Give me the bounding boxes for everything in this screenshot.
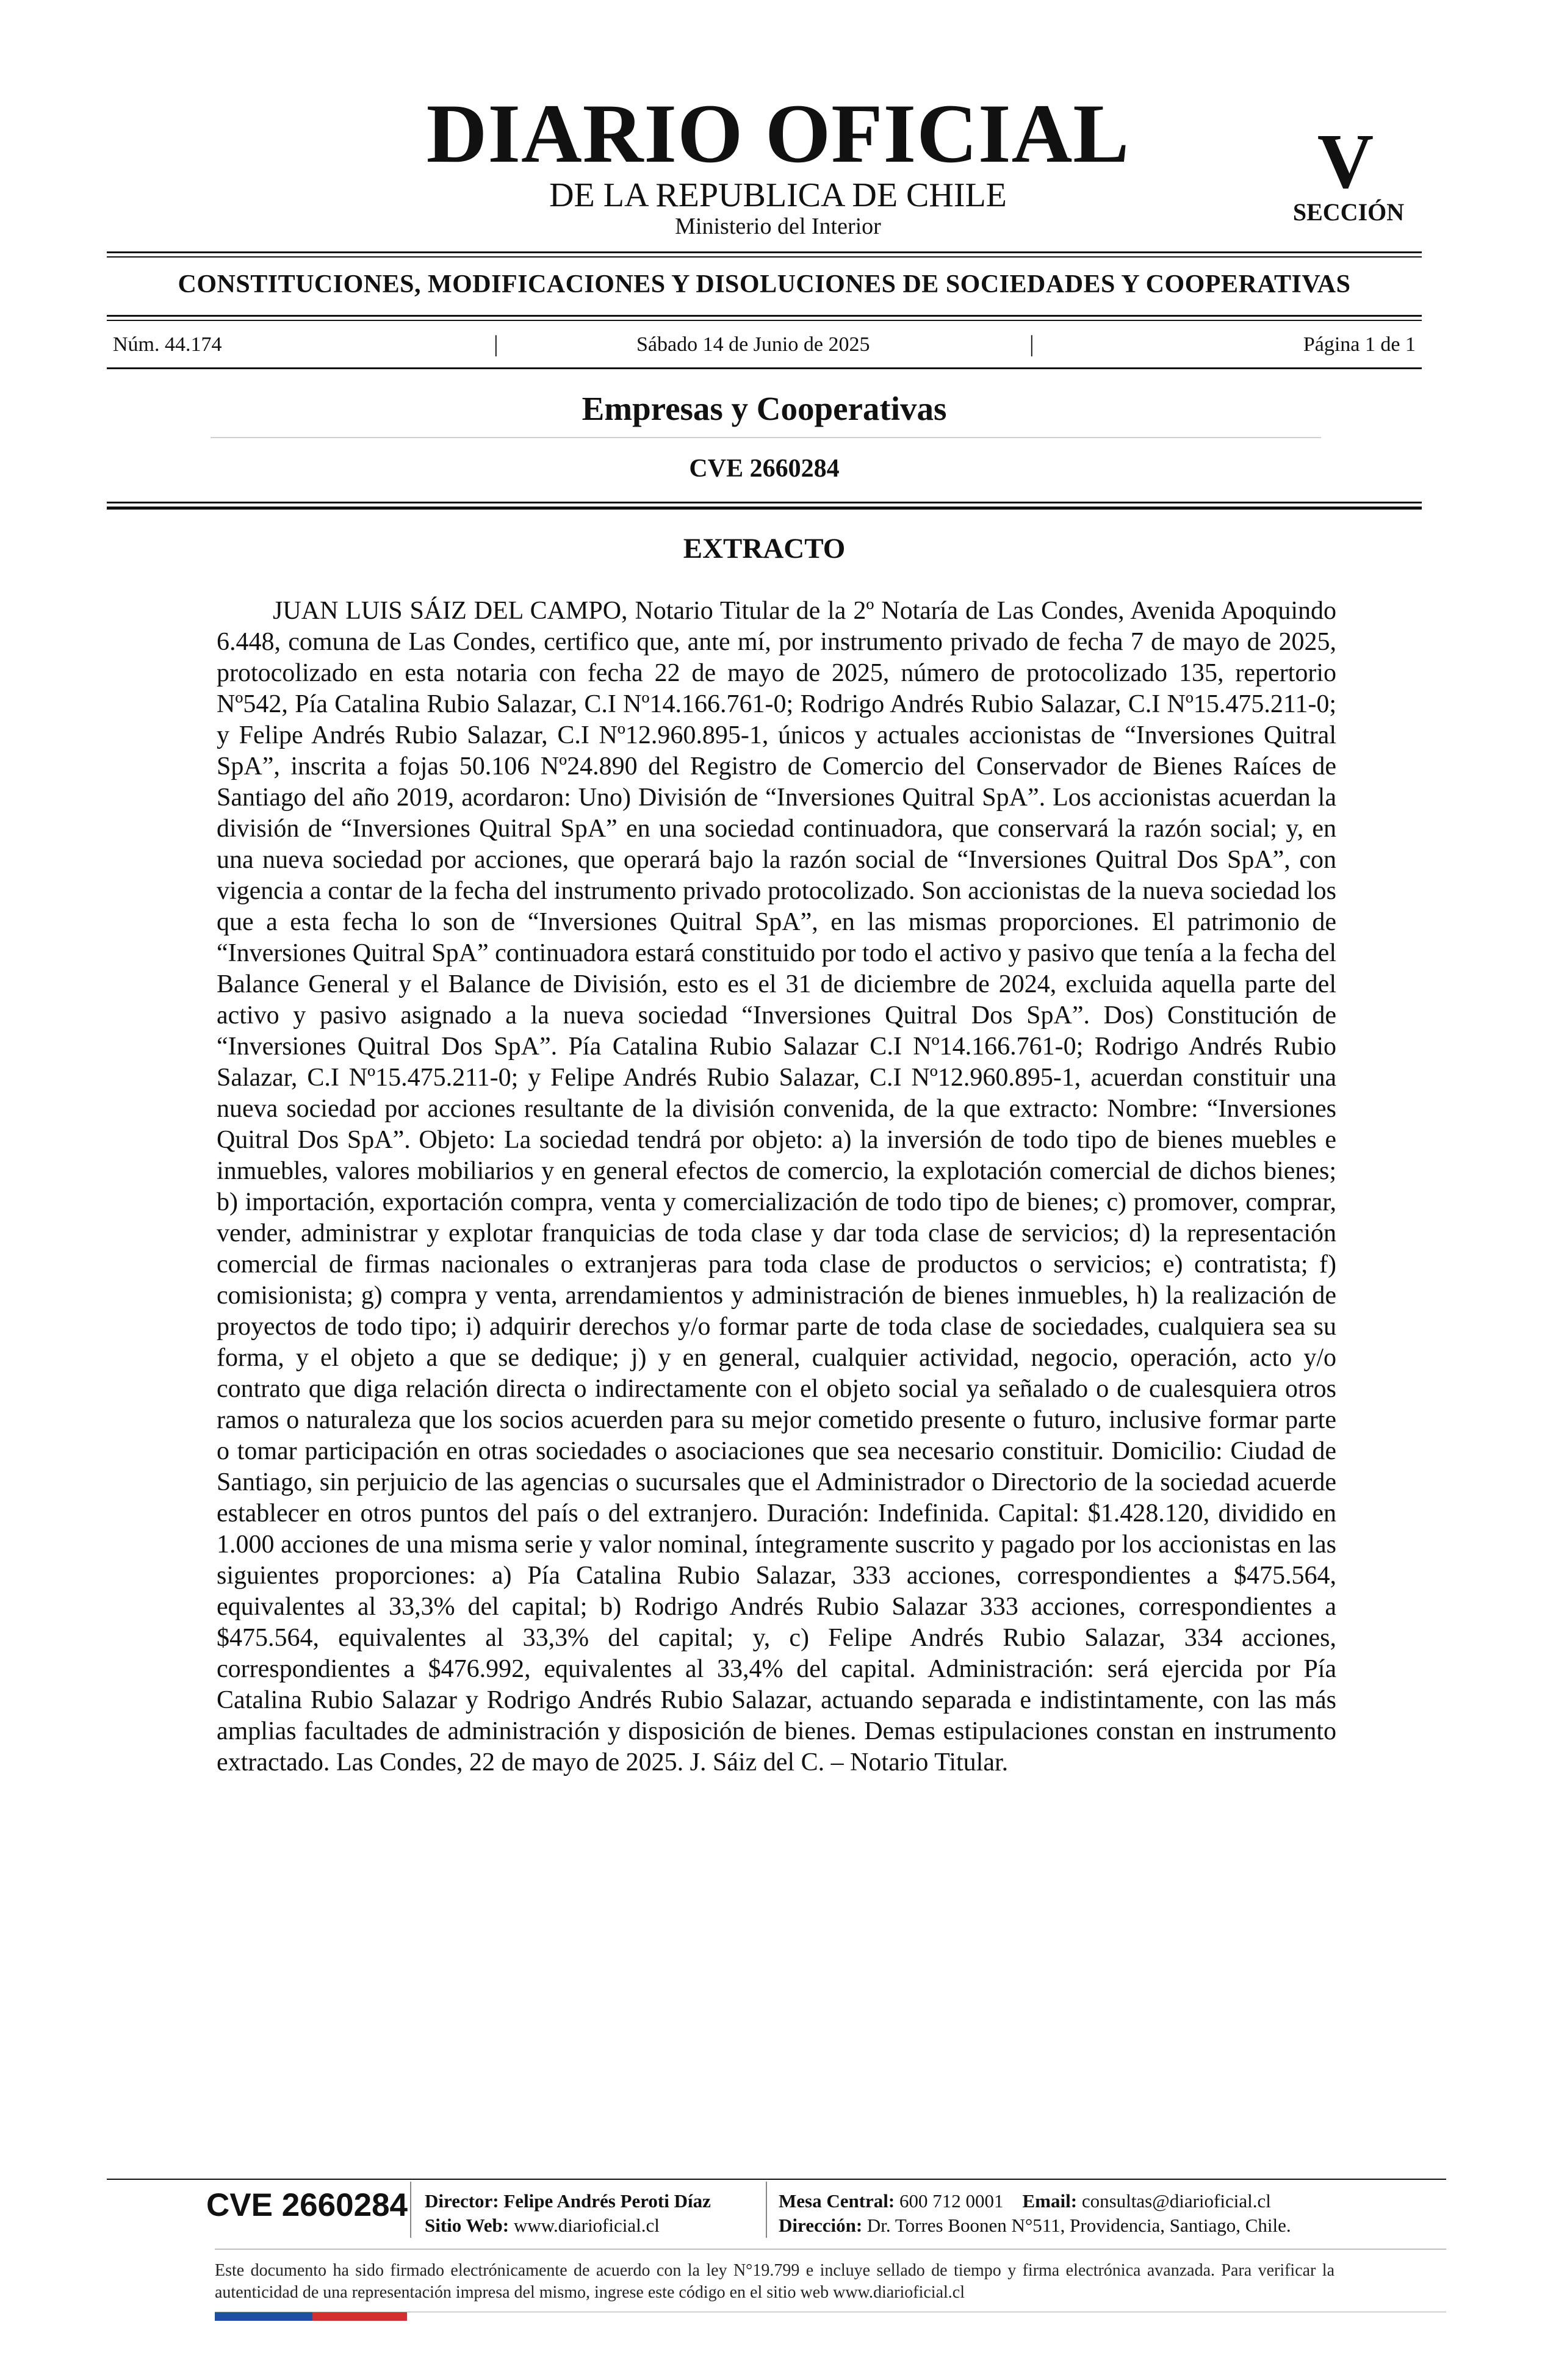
divider: [107, 367, 1422, 369]
issue-info-row: [113, 333, 1416, 360]
ministry-label: Ministerio del Interior: [675, 214, 881, 239]
flag-stripe-blue: [215, 2312, 312, 2321]
newspaper-title: DIARIO OFICIAL: [426, 87, 1130, 180]
page-number: Página 1 de 1: [1303, 333, 1416, 356]
divider: [107, 320, 1422, 321]
section-title: CONSTITUCIONES, MODIFICACIONES Y DISOLUCIONES DE SOCIEDADES Y COOPERATIVAS: [178, 270, 1351, 298]
address-value: Dr. Torres Boonen N°511, Providencia, Santiago, Chile.: [866, 2215, 1291, 2236]
extract-title: EXTRACTO: [683, 533, 846, 564]
section-label: SECCIÓN: [1292, 198, 1405, 226]
extract-body: [217, 596, 1336, 1778]
footer-director-block: [425, 2189, 711, 2238]
separator: |: [1029, 331, 1034, 357]
issue-number: Núm. 44.174: [113, 333, 222, 356]
footer-separator: [410, 2182, 411, 2238]
footer-contact-block: [779, 2189, 1291, 2238]
issue-date: Sábado 14 de Junio de 2025: [636, 333, 870, 356]
email-label: Email:: [1022, 2190, 1078, 2212]
phone-value: 600 712 0001: [899, 2190, 1004, 2212]
footer-separator: [766, 2182, 767, 2238]
divider: [107, 507, 1422, 510]
site-link[interactable]: www.diarioficial.cl: [513, 2215, 660, 2236]
email-link[interactable]: consultas@diarioficial.cl: [1081, 2190, 1271, 2212]
newspaper-subtitle: DE LA REPUBLICA DE CHILE: [549, 176, 1007, 214]
site-label: Sitio Web:: [425, 2215, 510, 2236]
footer-note: Este documento ha sido firmado electrónicamente de acuerdo con la ley N°19.799 e incluye sellado de tiempo y firma electrónica avanzada. Para verificar la autenticidad de una representación impresa del mismo, ingrese este código en el sitio web www.diarioficial.cl: [215, 2261, 1334, 2302]
divider: [107, 256, 1422, 258]
cve-code: CVE 2660284: [689, 455, 840, 483]
divider: [107, 251, 1422, 253]
category-title: Empresas y Cooperativas: [582, 390, 947, 427]
phone-label: Mesa Central:: [779, 2190, 895, 2212]
divider: [107, 315, 1422, 317]
address-label: Dirección:: [779, 2215, 863, 2236]
separator: |: [494, 331, 499, 357]
section-letter: V: [1317, 118, 1374, 204]
director-value: Felipe Andrés Peroti Díaz: [503, 2190, 711, 2212]
director-label: Director:: [425, 2190, 499, 2212]
flag-stripe-red: [312, 2312, 407, 2321]
divider: [211, 437, 1321, 438]
footer-divider: [107, 2179, 1446, 2180]
extract-paragraph: JUAN LUIS SÁIZ DEL CAMPO, Notario Titular de la 2º Notaría de Las Condes, Avenida Apoquindo 6.448, comuna de Las Condes, certifico que, ante mí, por instrumento privado de fecha 7 de mayo de 2025, protocolizado en esta notaria con fecha 22 de mayo de 2025, número de protocolizado 135, repertorio Nº542, Pía Catalina Rubio Salazar, C.I Nº14.166.761-0; Rodrigo Andrés Rubio Salazar, C.I Nº15.475.211-0; y Felipe Andrés Rubio Salazar, C.I Nº12.960.895-1, únicos y actuales accionistas de “Inversiones Quitral SpA”, inscrita a fojas 50.106 Nº24.890 del Registro de Comercio del Conservador de Bienes Raíces de Santiago del año 2019, acordaron: Uno) División de “Inversiones Quitral SpA”. Los accionistas acuerdan la división de “Inversiones Quitral SpA” en una sociedad continuadora, que conservará la razón social; y, en una nueva sociedad por acciones, que operará bajo la razón social de “Inversiones Quitral Dos SpA”, con vigencia a contar de la fecha del instrumento privado protocolizado. Son accionistas de la nueva sociedad los que a esta fecha lo son de “Inversiones Quitral SpA”, en las mismas proporciones. El patrimonio de “Inversiones Quitral SpA” continuadora estará constituido por todo el activo y pasivo que tenía a la fecha del Balance General y el Balance de División, esto es el 31 de diciembre de 2024, excluida aquella parte del activo y pasivo asignado a la nueva sociedad “Inversiones Quitral Dos SpA”. Dos) Constitución de “Inversiones Quitral Dos SpA”. Pía Catalina Rubio Salazar C.I Nº14.166.761-0; Rodrigo Andrés Rubio Salazar, C.I Nº15.475.211-0; y Felipe Andrés Rubio Salazar, C.I Nº12.960.895-1, acuerdan constituir una nueva sociedad por acciones resultante de la división convenida, de la que extracto: Nombre: “Inversiones Quitral Dos SpA”. Objeto: La sociedad tendrá por objeto: a) la inversión de todo tipo de bienes muebles e inmuebles, valores mobiliarios y en general efectos de comercio, la explotación comercial de dichos bienes; b) importación, exportación compra, venta y comercialización de todo tipo de bienes; c) promover, comprar, vender, administrar y explotar franquicias de toda clase y dar toda clase de servicios; d) la representación comercial de firmas nacionales o extranjeras para toda clase de productos o servicios; e) contratista; f) comisionista; g) compra y venta, arrendamientos y administración de bienes inmuebles, h) la realización de proyectos de todo tipo; i) adquirir derechos y/o formar parte de toda clase de sociedades, cualquiera sea su forma, y el objeto a que se dedique; j) y en general, cualquier actividad, negocio, operación, acto y/o contrato que diga relación directa o indirectamente con el objeto social ya señalado o de cualesquiera otros ramos o naturaleza que los socios acuerden para su mejor cometido presente o futuro, inclusive formar parte o tomar participación en otras sociedades o asociaciones que sea necesario constituir. Domicilio: Ciudad de Santiago, sin perjuicio de las agencias o sucursales que el Administrador o Directorio de la sociedad acuerde establecer en otros puntos del país o del extranjero. Duración: Indefinida. Capital: $1.428.120, dividido en 1.000 acciones de una misma serie y valor nominal, íntegramente suscrito y pagado por los accionistas en las siguientes proporciones: a) Pía Catalina Rubio Salazar, 333 acciones, correspondientes a $475.564, equivalentes al 33,3% del capital; b) Rodrigo Andrés Rubio Salazar 333 acciones, correspondientes a $475.564, equivalentes al 33,3% del capital; y, c) Felipe Andrés Rubio Salazar, 334 acciones, correspondientes a $476.992, equivalentes al 33,4% del capital. Administración: será ejercida por Pía Catalina Rubio Salazar y Rodrigo Andrés Rubio Salazar, actuando separada e indistintamente, con las más amplias facultades de administración y disposición de bienes. Demas estipulaciones constan en instrumento extractado. Las Condes, 22 de mayo de 2025. J. Sáiz del C. – Notario Titular.: [217, 597, 1336, 1776]
footer-cve-code: CVE 2660284: [206, 2187, 408, 2223]
divider: [107, 502, 1422, 503]
